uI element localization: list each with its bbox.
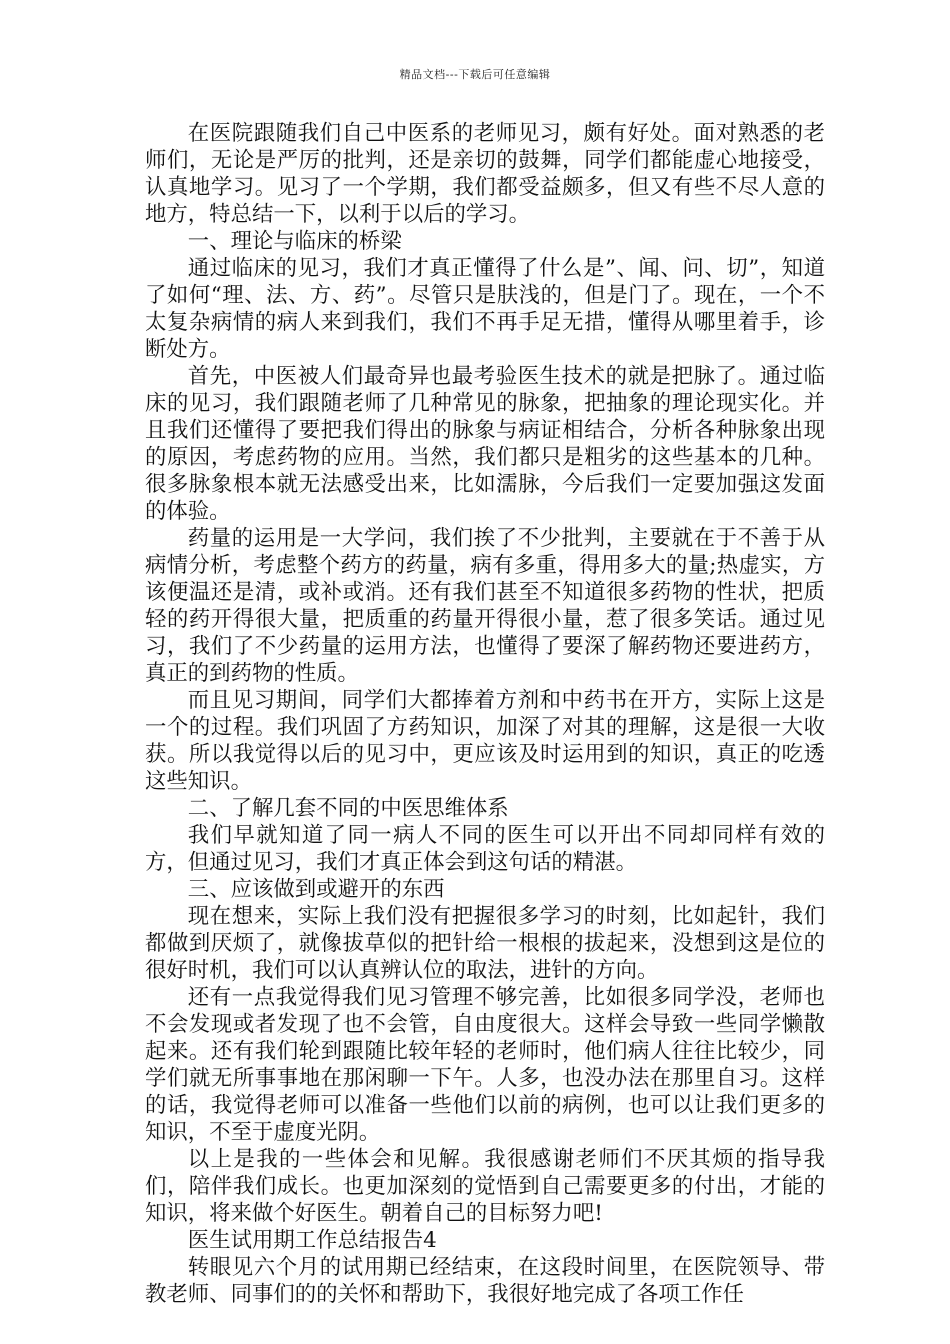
paragraph: 而且见习期间，同学们大都捧着方剂和中药书在开方，实际上这是一个的过程。我们巩固了方药知识，加深了对其的理解，这是很一大收获。所以我觉得以后的见习中，更应该及时运用到的知识，真正的吃透这些知识。 [145,688,825,794]
section-heading-3: 三、应该做到或避开的东西 [187,877,445,902]
paragraph: 我们早就知道了同一病人不同的医生可以开出不同却同样有效的方，但通过见习，我们才真正体会到这句话的精湛。 [145,823,825,875]
paragraph: 转眼见六个月的试用期已经结束，在这段时间里，在医院领导、带教老师、同事们的的关怀和帮助下，我很好地完成了各项工作任 [145,1255,825,1307]
paragraph: 首先，中医被人们最奇异也最考验医生技术的就是把脉了。通过临床的见习，我们跟随老师了几种常见的脉象，把抽象的理论现实化。并且我们还懂得了要把我们得出的脉象与病证相结合，分析各种脉象出现的原因，考虑药物的应用。当然，我们都只是粗劣的这些基本的几种。很多脉象根本就无法感受出来，比如濡脉，今后我们一定要加强这发面的体验。 [145,364,825,524]
document-body [145,120,825,1308]
section-heading-2: 二、了解几套不同的中医思维体系 [187,796,509,821]
paragraph-intro: 在医院跟随我们自己中医系的老师见习，颇有好处。面对熟悉的老师们，无论是严厉的批判，还是亲切的鼓舞，同学们都能虚心地接受，认真地学习。见习了一个学期，我们都受益颇多，但又有些不尽人意的地方，特总结一下，以利于以后的学习。 [145,121,825,227]
paragraph: 还有一点我觉得我们见习管理不够完善，比如很多同学没，老师也不会发现或者发现了也不会管，自由度很大。这样会导致一些同学懒散起来。还有我们轮到跟随比较年轻的老师时，他们病人往往比较少，同学们就无所事事地在那闲聊一下午。人多，也没办法在那里自习。这样的话，我觉得老师可以准备一些他们以前的病例，也可以让我们更多的知识，不至于虚度光阴。 [145,985,825,1145]
report-title: 医生试用期工作总结报告4 [187,1228,437,1253]
paragraph: 通过临床的见习，我们才真正懂得了什么是”、闻、问、切”，知道了如何“理、法、方、药”。尽管只是肤浅的，但是门了。现在，一个不太复杂病情的病人来到我们，我们不再手足无措，懂得从哪里着手，诊断处方。 [145,256,825,362]
paragraph-conclusion: 以上是我的一些体会和见解。我很感谢老师们不厌其烦的指导我们，陪伴我们成长。也更加深刻的觉悟到自己需要更多的付出，才能的知识，将来做个好医生。朝着自己的目标努力吧! [145,1147,825,1226]
page-header: 精品文档---下载后可任意编辑 [399,68,551,81]
paragraph: 现在想来，实际上我们没有把握很多学习的时刻，比如起针，我们都做到厌烦了，就像拔草似的把针给一根根的拔起来，没想到这是位的很好时机，我们可以认真辨认位的取法，进针的方向。 [145,904,825,983]
paragraph: 药量的运用是一大学问，我们挨了不少批判，主要就在于不善于从病情分析，考虑整个药方的药量，病有多重，得用多大的量;热虚实，方该便温还是清，或补或消。还有我们甚至不知道很多药物的性状，把质轻的药开得很大量，把质重的药量开得很小量，惹了很多笑话。通过见习，我们了不少药量的运用方法，也懂得了要深了解药物还要进药方，真正的到药物的性质。 [145,526,825,686]
section-heading-1: 一、理论与临床的桥梁 [187,229,402,254]
